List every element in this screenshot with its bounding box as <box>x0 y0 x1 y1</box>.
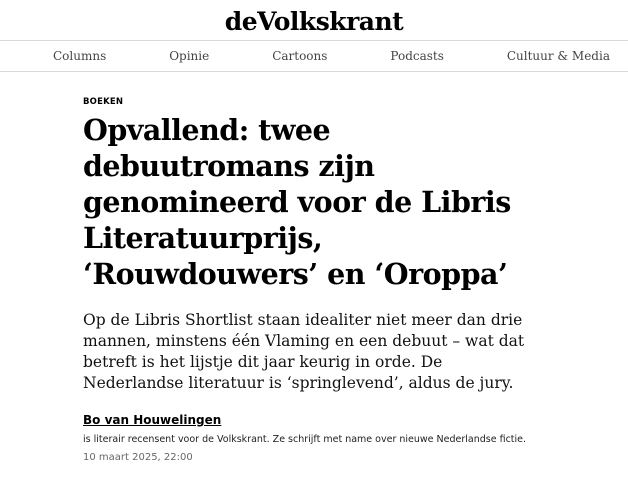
nav-item-cultuur-media[interactable]: Cultuur & Media <box>506 49 610 63</box>
author-bio: is literair recensent voor de Volkskrant. Ze schrijft met name over nieuwe Nederlandse fictie. <box>83 434 527 445</box>
nav-item-columns[interactable]: Columns <box>53 49 107 63</box>
nav-item-cartoons[interactable]: Cartoons <box>272 49 328 63</box>
article-intro: Op de Libris Shortlist staan idealiter niet meer dan drie mannen, minstens één Vlaming en een debuut – wat dat betreft is het lijstje dit jaar keurig in orde. De Nederlandse literatuur is ‘springlevend’, aldus de jury. <box>83 311 525 392</box>
masthead <box>0 0 628 41</box>
section-label[interactable]: BOEKEN <box>83 97 124 107</box>
site-logo[interactable]: deVolkskrant <box>224 7 404 36</box>
publish-date: 10 maart 2025, 22:00 <box>83 452 193 463</box>
nav-item-opinie[interactable]: Opinie <box>169 49 210 63</box>
author-link[interactable]: Bo van Houwelingen <box>83 413 222 427</box>
article <box>83 97 623 463</box>
main-navigation <box>0 41 628 72</box>
author-block <box>83 411 623 463</box>
article-headline: Opvallend: twee debuutromans zijn genomineerd voor de Libris Literatuurprijs, ‘Rouwdouwers’ en ‘Oroppa’ <box>83 113 511 291</box>
nav-item-podcasts[interactable]: Podcasts <box>390 49 444 63</box>
